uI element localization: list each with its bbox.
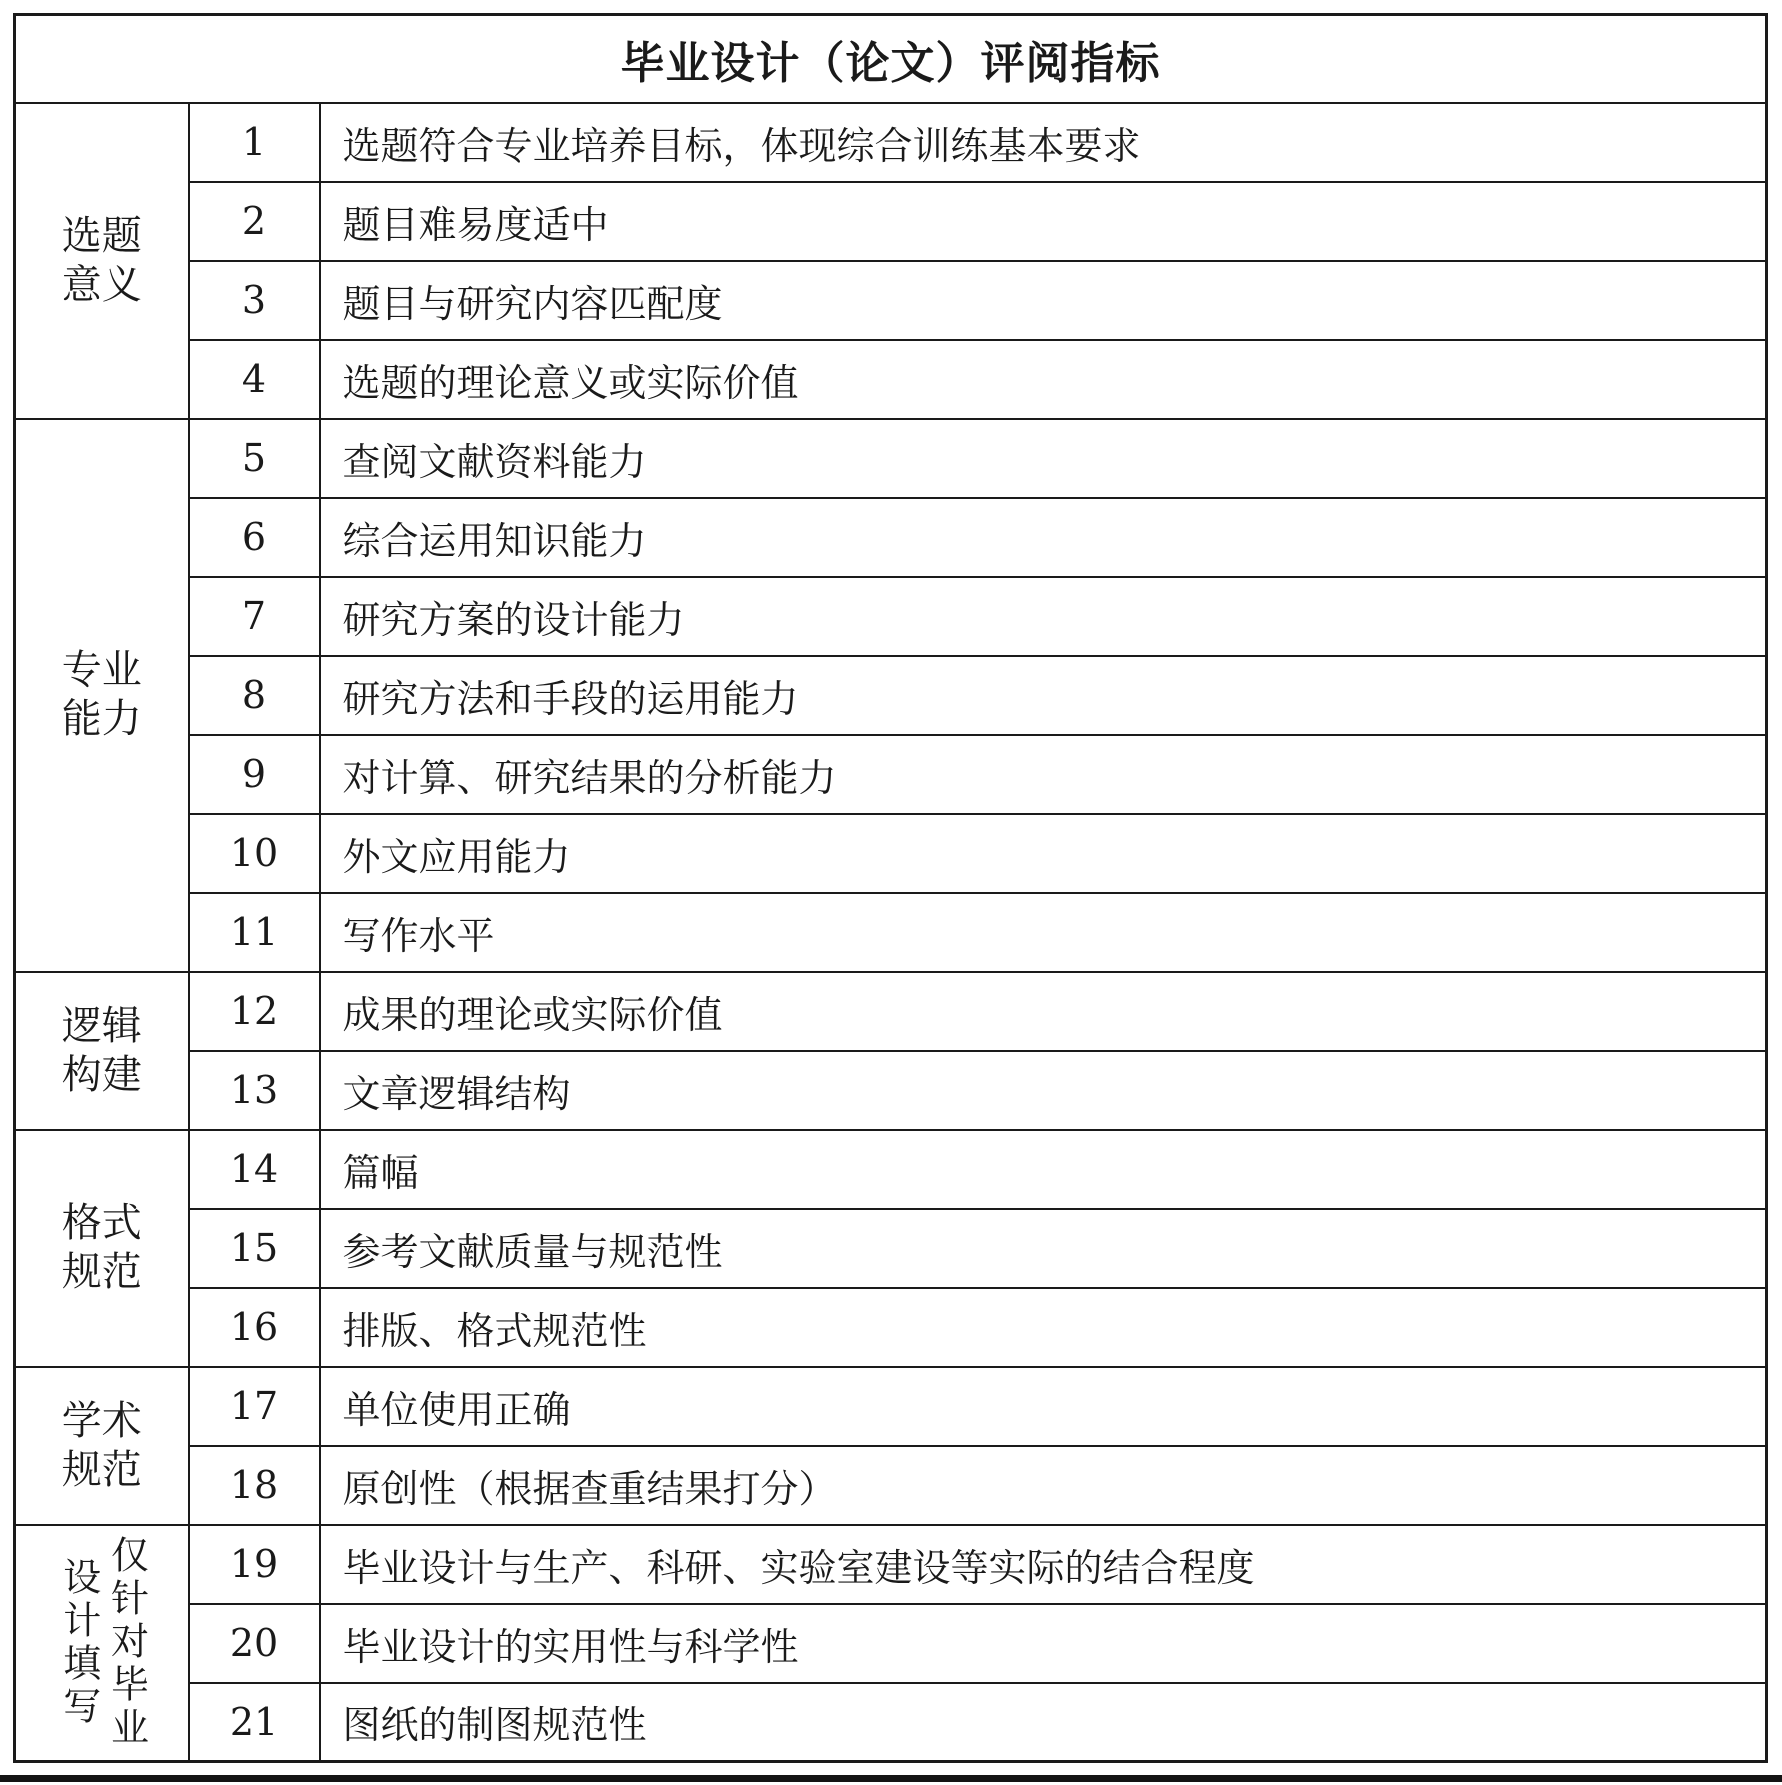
row-number: 8 [189, 656, 320, 735]
row-number: 12 [189, 972, 320, 1051]
indicator-text: 图纸的制图规范性 [320, 1683, 1767, 1762]
row-number: 3 [189, 261, 320, 340]
category-format-standards [15, 1130, 189, 1367]
row-number: 5 [189, 419, 320, 498]
row-number: 11 [189, 893, 320, 972]
row-number: 13 [189, 1051, 320, 1130]
indicator-text: 研究方案的设计能力 [320, 577, 1767, 656]
category-label-line: 规范 [61, 1446, 142, 1493]
row-number: 21 [189, 1683, 320, 1762]
indicator-text: 研究方法和手段的运用能力 [320, 656, 1767, 735]
row-number: 20 [189, 1604, 320, 1683]
category-label-line: 规范 [61, 1249, 142, 1295]
indicator-text: 原创性（根据查重结果打分） [320, 1446, 1767, 1525]
indicator-text: 参考文献质量与规范性 [320, 1209, 1767, 1288]
indicator-text: 排版、格式规范性 [320, 1288, 1767, 1367]
indicator-text: 毕业设计的实用性与科学性 [320, 1604, 1767, 1683]
category-professional-ability [15, 419, 189, 972]
category-label-line: 能力 [61, 696, 142, 742]
indicator-text: 写作水平 [320, 893, 1767, 972]
category-label-line: 专业 [61, 647, 142, 694]
vertical-label-column: 设计填写 [56, 1556, 101, 1729]
table-title: 毕业设计（论文）评阅指标 [15, 15, 1767, 103]
category-label-line: 逻辑 [61, 1002, 142, 1049]
row-number: 14 [189, 1130, 320, 1209]
indicator-text: 题目与研究内容匹配度 [320, 261, 1767, 340]
row-number: 6 [189, 498, 320, 577]
row-number: 4 [189, 340, 320, 419]
indicator-text: 单位使用正确 [320, 1367, 1767, 1446]
indicator-text: 综合运用知识能力 [320, 498, 1767, 577]
row-number: 1 [189, 103, 320, 182]
category-academic-standards [15, 1367, 189, 1525]
row-number: 9 [189, 735, 320, 814]
category-logical-construction [15, 972, 189, 1130]
indicator-text: 成果的理论或实际价值 [320, 972, 1767, 1051]
row-number: 7 [189, 577, 320, 656]
category-label-line: 意义 [61, 261, 142, 308]
vertical-label-column: 仅针对毕业 [104, 1535, 149, 1751]
indicator-text: 题目难易度适中 [320, 182, 1767, 261]
category-label-line: 格式 [61, 1200, 142, 1247]
scan-edge-artifact [0, 1775, 1782, 1782]
indicator-text: 篇幅 [320, 1130, 1767, 1209]
indicator-text: 选题的理论意义或实际价值 [320, 340, 1767, 419]
row-number: 19 [189, 1525, 320, 1604]
category-label-line: 构建 [61, 1051, 142, 1098]
indicator-text: 查阅文献资料能力 [320, 419, 1767, 498]
review-indicators-table [13, 13, 1768, 1763]
category-label-line: 选题 [61, 212, 142, 259]
row-number: 15 [189, 1209, 320, 1288]
indicator-text: 外文应用能力 [320, 814, 1767, 893]
category-design-only-note [15, 1525, 189, 1762]
row-number: 2 [189, 182, 320, 261]
row-number: 10 [189, 814, 320, 893]
row-number: 18 [189, 1446, 320, 1525]
indicator-text: 选题符合专业培养目标，体现综合训练基本要求 [320, 103, 1767, 182]
indicator-text: 对计算、研究结果的分析能力 [320, 735, 1767, 814]
vertical-label [16, 1535, 188, 1750]
indicator-text: 毕业设计与生产、科研、实验室建设等实际的结合程度 [320, 1525, 1767, 1604]
row-number: 17 [189, 1367, 320, 1446]
row-number: 16 [189, 1288, 320, 1367]
category-topic-significance [15, 103, 189, 419]
category-label-line: 学术 [61, 1397, 142, 1444]
indicator-text: 文章逻辑结构 [320, 1051, 1767, 1130]
